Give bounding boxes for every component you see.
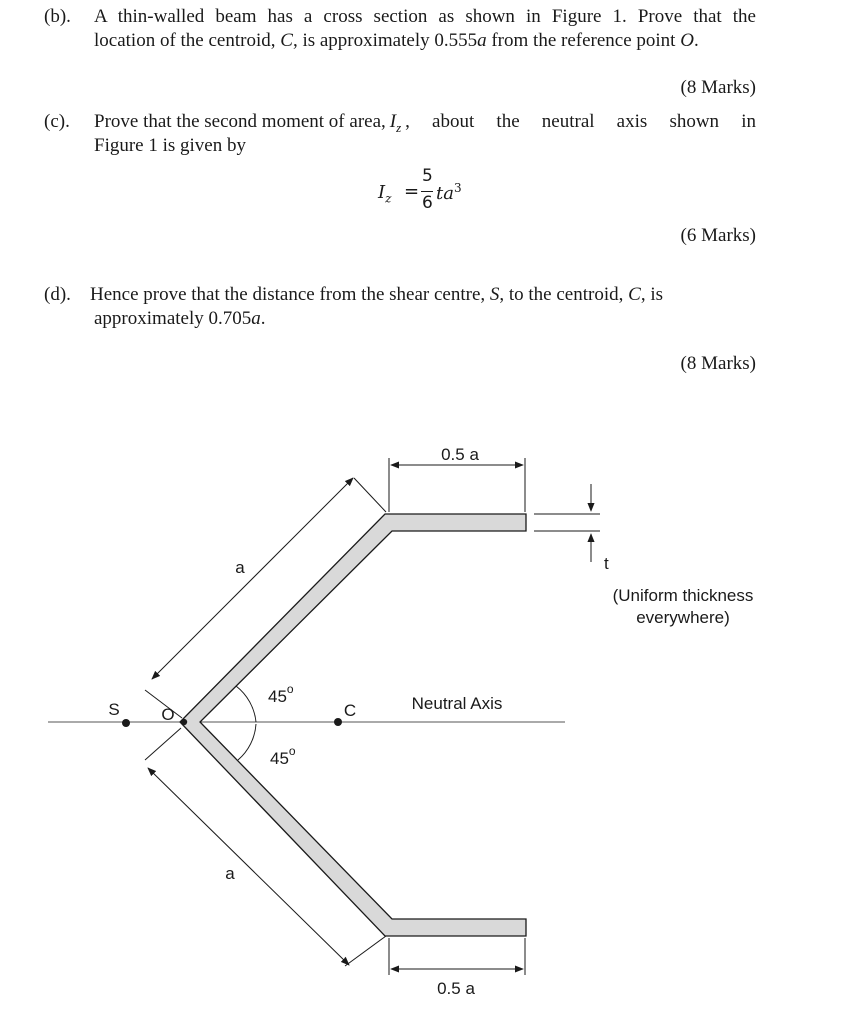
bottom-flange-dim-label: 0.5 a <box>437 979 475 998</box>
question-d-label: (d). <box>44 284 71 305</box>
upper-web-ext-top <box>354 478 386 512</box>
top-flange-dim-label: 0.5 a <box>441 445 479 464</box>
question-c-line1: Prove that the second moment of area, $I_z$ , about the neutral axis shown in <box>94 111 756 135</box>
lower-web-ext-bottom <box>345 936 386 966</box>
upper-web-dim-label: a <box>235 558 245 577</box>
formula-equals: = <box>404 181 420 202</box>
question-b-label: (b). <box>44 6 71 27</box>
question-d-line1: Hence prove that the distance from the shear centre, S, to the centroid, C, is <box>90 284 663 305</box>
angle-arc-lower <box>238 724 256 760</box>
formula-numerator: 5 <box>422 166 433 186</box>
lower-web-dim-label: a <box>225 864 235 883</box>
question-d-marks: (8 Marks) <box>680 353 756 374</box>
formula-term: $ta^3$ <box>436 181 462 204</box>
centroid-point <box>334 718 342 726</box>
lower-web-ext-top <box>145 728 181 760</box>
question-b-line2: location of the centroid, C, is approximately 0.555a from the reference point O. <box>94 30 699 51</box>
centroid-label: C <box>343 701 357 720</box>
formula-denominator: 6 <box>422 193 433 213</box>
reference-point-label: O <box>161 705 175 724</box>
thickness-label: t <box>604 554 609 573</box>
question-c-label: (c). <box>44 111 70 132</box>
reference-point <box>181 719 187 725</box>
thickness-note-line2: everywhere) <box>636 608 730 627</box>
angle-lower-label: 45$^o$ <box>270 744 296 768</box>
shear-centre-label: S <box>108 700 120 719</box>
question-d-line2: approximately 0.705a. <box>94 308 266 329</box>
shear-centre-point <box>122 719 130 727</box>
angle-upper-label: 45$^o$ <box>268 682 294 706</box>
question-c-marks: (6 Marks) <box>680 225 756 246</box>
formula-lhs: $I_z$ <box>378 182 392 206</box>
thickness-note-line1: (Uniform thickness <box>612 586 754 605</box>
angle-arc-upper <box>236 686 256 722</box>
question-b-marks: (8 Marks) <box>680 77 756 98</box>
question-b-line1: A thin-walled beam has a cross section as shown in Figure 1. Prove that the <box>94 6 756 27</box>
question-c-line2: Figure 1 is given by <box>94 135 246 156</box>
neutral-axis-label: Neutral Axis <box>411 694 503 713</box>
